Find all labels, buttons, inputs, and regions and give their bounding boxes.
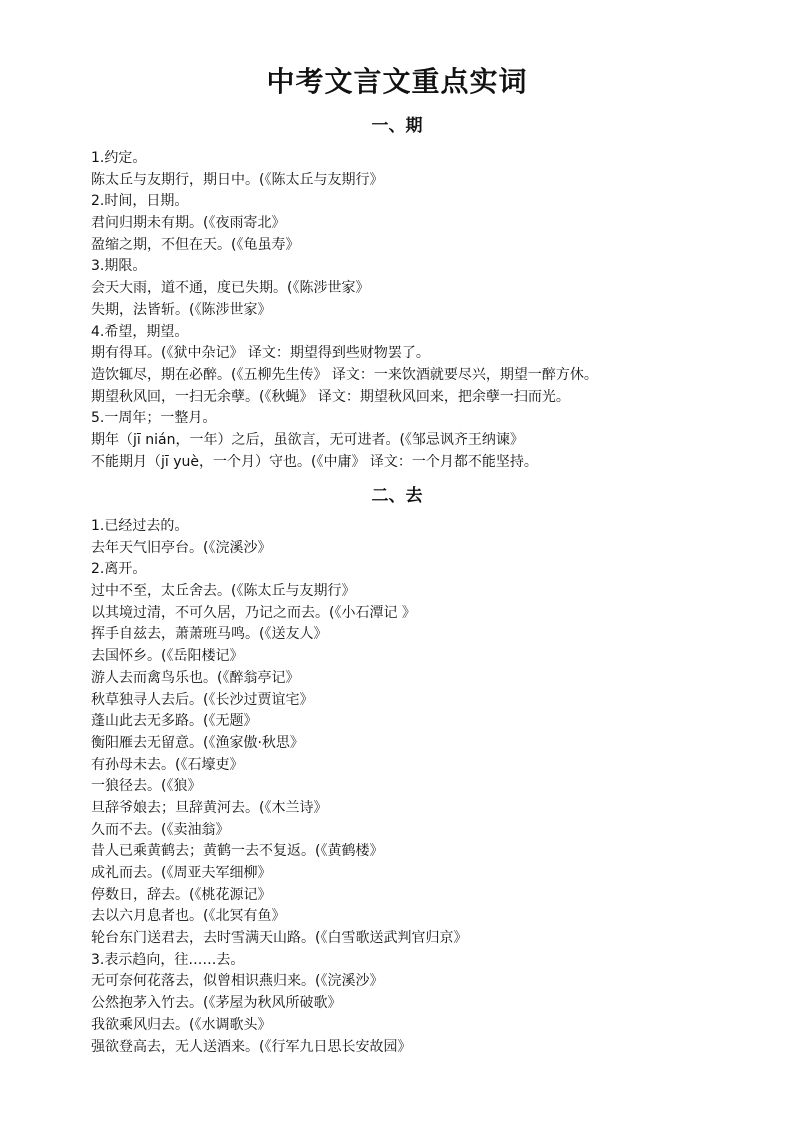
text-line: 失期，法皆斩。(《陈涉世家》 — [91, 301, 272, 318]
text-line: 会天大雨，道不通，度已失期。(《陈涉世家》 — [91, 280, 370, 297]
text-line: 有孙母未去。(《石壕吏》 — [91, 756, 244, 773]
text-line: 无可奈何花落去，似曾相识燕归来。(《浣溪沙》 — [91, 973, 384, 990]
text-line: 君问归期未有期。(《夜雨寄北》 — [91, 215, 286, 232]
text-line: 2.时间，日期。 — [91, 193, 189, 210]
text-line: 去以六月息者也。(《北冥有鱼》 — [91, 908, 286, 925]
text-line: 2.离开。 — [91, 561, 147, 578]
text-line: 期望秋风回，一扫无余孽。(《秋蝇》 译文：期望秋风回来，把余孽一扫而光。 — [91, 388, 570, 405]
text-line: 轮台东门送君去，去时雪满天山路。(《白雪歌送武判官归京》 — [91, 930, 468, 947]
text-line: 一狼径去。(《狼》 — [91, 778, 202, 795]
text-line: 秋草独寻人去后。(《长沙过贾谊宅》 — [91, 691, 314, 708]
text-line: 公然抱茅入竹去。(《茅屋为秋风所破歌》 — [91, 995, 342, 1012]
text-line: 去年天气旧亭台。(《浣溪沙》 — [91, 539, 272, 556]
text-line: 蓬山此去无多路。(《无题》 — [91, 713, 258, 730]
text-line: 5.一周年；一整月。 — [91, 410, 217, 427]
text-line: 陈太丘与友期行，期日中。(《陈太丘与友期行》 — [91, 171, 384, 188]
section-heading-qu: 二、去 — [371, 486, 423, 506]
text-line: 我欲乘风归去。(《水调歌头》 — [91, 1016, 272, 1033]
text-line: 不能期月（jī yuè，一个月）守也。(《中庸》 译文：一个月都不能坚持。 — [91, 453, 538, 470]
text-line: 过中不至，太丘舍去。(《陈太丘与友期行》 — [91, 583, 356, 600]
document-title: 中考文言文重点实词 — [266, 65, 528, 98]
text-line: 期年（jī nián，一年）之后，虽欲言，无可进者。(《邹忌讽齐王纳谏》 — [91, 431, 524, 448]
text-line: 旦辞爷娘去；旦辞黄河去。(《木兰诗》 — [91, 799, 328, 816]
text-line: 3.期限。 — [91, 258, 147, 275]
text-line: 3.表示趋向，往……去。 — [91, 951, 245, 968]
text-line: 停数日，辞去。(《桃花源记》 — [91, 886, 272, 903]
text-line: 挥手自兹去，萧萧班马鸣。(《送友人》 — [91, 626, 328, 643]
section-qu-lines — [91, 516, 731, 1058]
text-line: 盈缩之期，不但在天。(《龟虽寿》 — [91, 236, 300, 253]
text-line: 以其境过清，不可久居，乃记之而去。(《小石潭记 》 — [91, 604, 416, 621]
text-line: 1.已经过去的。 — [91, 518, 189, 534]
text-line: 成礼而去。(《周亚夫军细柳》 — [91, 865, 272, 881]
text-line: 去国怀乡。(《岳阳楼记》 — [91, 648, 244, 665]
section-qi-lines — [91, 148, 731, 473]
text-line: 4.希望，期望。 — [91, 323, 189, 340]
text-line: 游人去而禽鸟乐也。(《醉翁亭记》 — [91, 669, 300, 686]
text-line: 期有得耳。(《狱中杂记》 译文：期望得到些财物罢了。 — [91, 345, 430, 362]
text-line: 强欲登高去，无人送酒来。(《行军九日思长安故园》 — [91, 1038, 412, 1055]
section-heading-qi: 一、期 — [371, 116, 423, 136]
text-line: 久而不去。(《卖油翁》 — [91, 821, 230, 838]
text-line: 1.约定。 — [91, 150, 147, 166]
text-line: 昔人已乘黄鹤去；黄鹤一去不复返。(《黄鹤楼》 — [91, 843, 384, 860]
text-line: 造饮辄尽，期在必醉。(《五柳先生传》 译文：一来饮酒就要尽兴，期望一醉方休。 — [91, 366, 598, 383]
text-line: 衡阳雁去无留意。(《渔家傲·秋思》 — [91, 734, 304, 751]
